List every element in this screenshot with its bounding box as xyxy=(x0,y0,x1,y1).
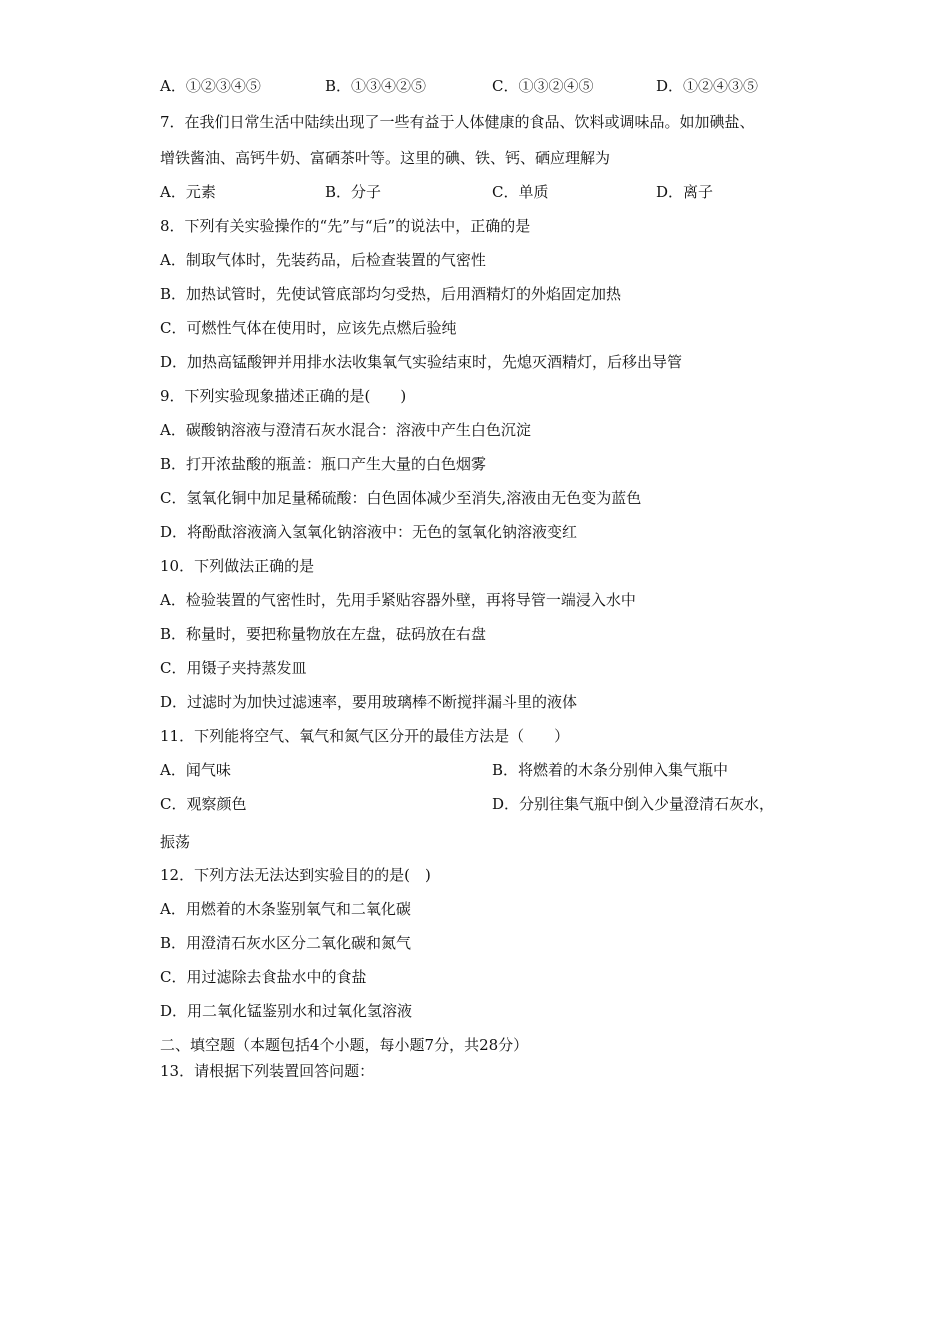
q9-option-b: B．打开浓盐酸的瓶盖：瓶口产生大量的白色烟雾 xyxy=(160,455,487,473)
q7-option-c: C．单质 xyxy=(492,183,549,201)
q12-option-c: C．用过滤除去食盐水中的食盐 xyxy=(160,968,367,986)
q9-stem: 9．下列实验现象描述正确的是( ) xyxy=(160,387,407,405)
q8-option-b: B．加热试管时，先使试管底部均匀受热，后用酒精灯的外焰固定加热 xyxy=(160,285,622,303)
section-2-title: 二、填空题（本题包括4个小题，每小题7分，共28分） xyxy=(160,1036,529,1054)
q12-option-a: A．用燃着的木条鉴别氧气和二氧化碳 xyxy=(160,900,411,918)
q7-stem-line1: 7．在我们日常生活中陆续出现了一些有益于人体健康的食品、饮料或调味品。如加碘盐、 xyxy=(160,113,755,131)
q6-option-c: C．①③②④⑤ xyxy=(492,77,594,95)
q10-stem: 10．下列做法正确的是 xyxy=(160,557,315,575)
q10-option-c: C．用镊子夹持蒸发皿 xyxy=(160,659,307,677)
q6-option-b: B．①③④②⑤ xyxy=(325,77,427,95)
q7-option-a: A．元素 xyxy=(160,183,216,201)
q8-option-d: D．加热高锰酸钾并用排水法收集氧气实验结束时，先熄灭酒精灯，后移出导管 xyxy=(160,353,683,371)
q10-option-b: B．称量时，要把称量物放在左盘，砝码放在右盘 xyxy=(160,625,487,643)
q9-option-c: C．氢氧化铜中加足量稀硫酸：白色固体减少至消失,溶液由无色变为蓝色 xyxy=(160,489,642,507)
q9-option-d: D．将酚酞溶液滴入氢氧化钠溶液中：无色的氢氧化钠溶液变红 xyxy=(160,523,578,541)
q12-option-d: D．用二氧化锰鉴别水和过氧化氢溶液 xyxy=(160,1002,413,1020)
q11-option-d-continuation: 振荡 xyxy=(160,833,191,851)
q8-option-a: A．制取气体时，先装药品，后检查装置的气密性 xyxy=(160,251,486,269)
q10-option-d: D．过滤时为加快过滤速率，要用玻璃棒不断搅拌漏斗里的液体 xyxy=(160,693,578,711)
q7-option-d: D．离子 xyxy=(656,183,714,201)
q12-stem: 12．下列方法无法达到实验目的的是( ) xyxy=(160,866,431,884)
q13-stem: 13．请根据下列装置回答问题： xyxy=(160,1062,375,1080)
q11-option-d: D．分别往集气瓶中倒入少量澄清石灰水， xyxy=(492,795,775,813)
q11-option-a: A．闻气味 xyxy=(160,761,231,779)
q11-option-b: B．将燃着的木条分别伸入集气瓶中 xyxy=(492,761,729,779)
q6-option-d: D．①②④③⑤ xyxy=(656,77,759,95)
q11-option-c: C．观察颜色 xyxy=(160,795,247,813)
q7-option-b: B．分子 xyxy=(325,183,382,201)
q6-option-a: A．①②③④⑤ xyxy=(160,77,261,95)
q11-stem: 11．下列能将空气、氧气和氮气区分开的最佳方法是（ ） xyxy=(160,727,570,745)
q9-option-a: A．碳酸钠溶液与澄清石灰水混合：溶液中产生白色沉淀 xyxy=(160,421,531,439)
q10-option-a: A．检验装置的气密性时，先用手紧贴容器外壁，再将导管一端浸入水中 xyxy=(160,591,636,609)
q7-stem-line2: 增铁酱油、高钙牛奶、富硒茶叶等。这里的碘、铁、钙、硒应理解为 xyxy=(160,149,611,167)
q8-option-c: C．可燃性气体在使用时，应该先点燃后验纯 xyxy=(160,319,457,337)
q12-option-b: B．用澄清石灰水区分二氧化碳和氮气 xyxy=(160,934,412,952)
q8-stem: 8．下列有关实验操作的“先”与“后”的说法中，正确的是 xyxy=(160,217,531,235)
